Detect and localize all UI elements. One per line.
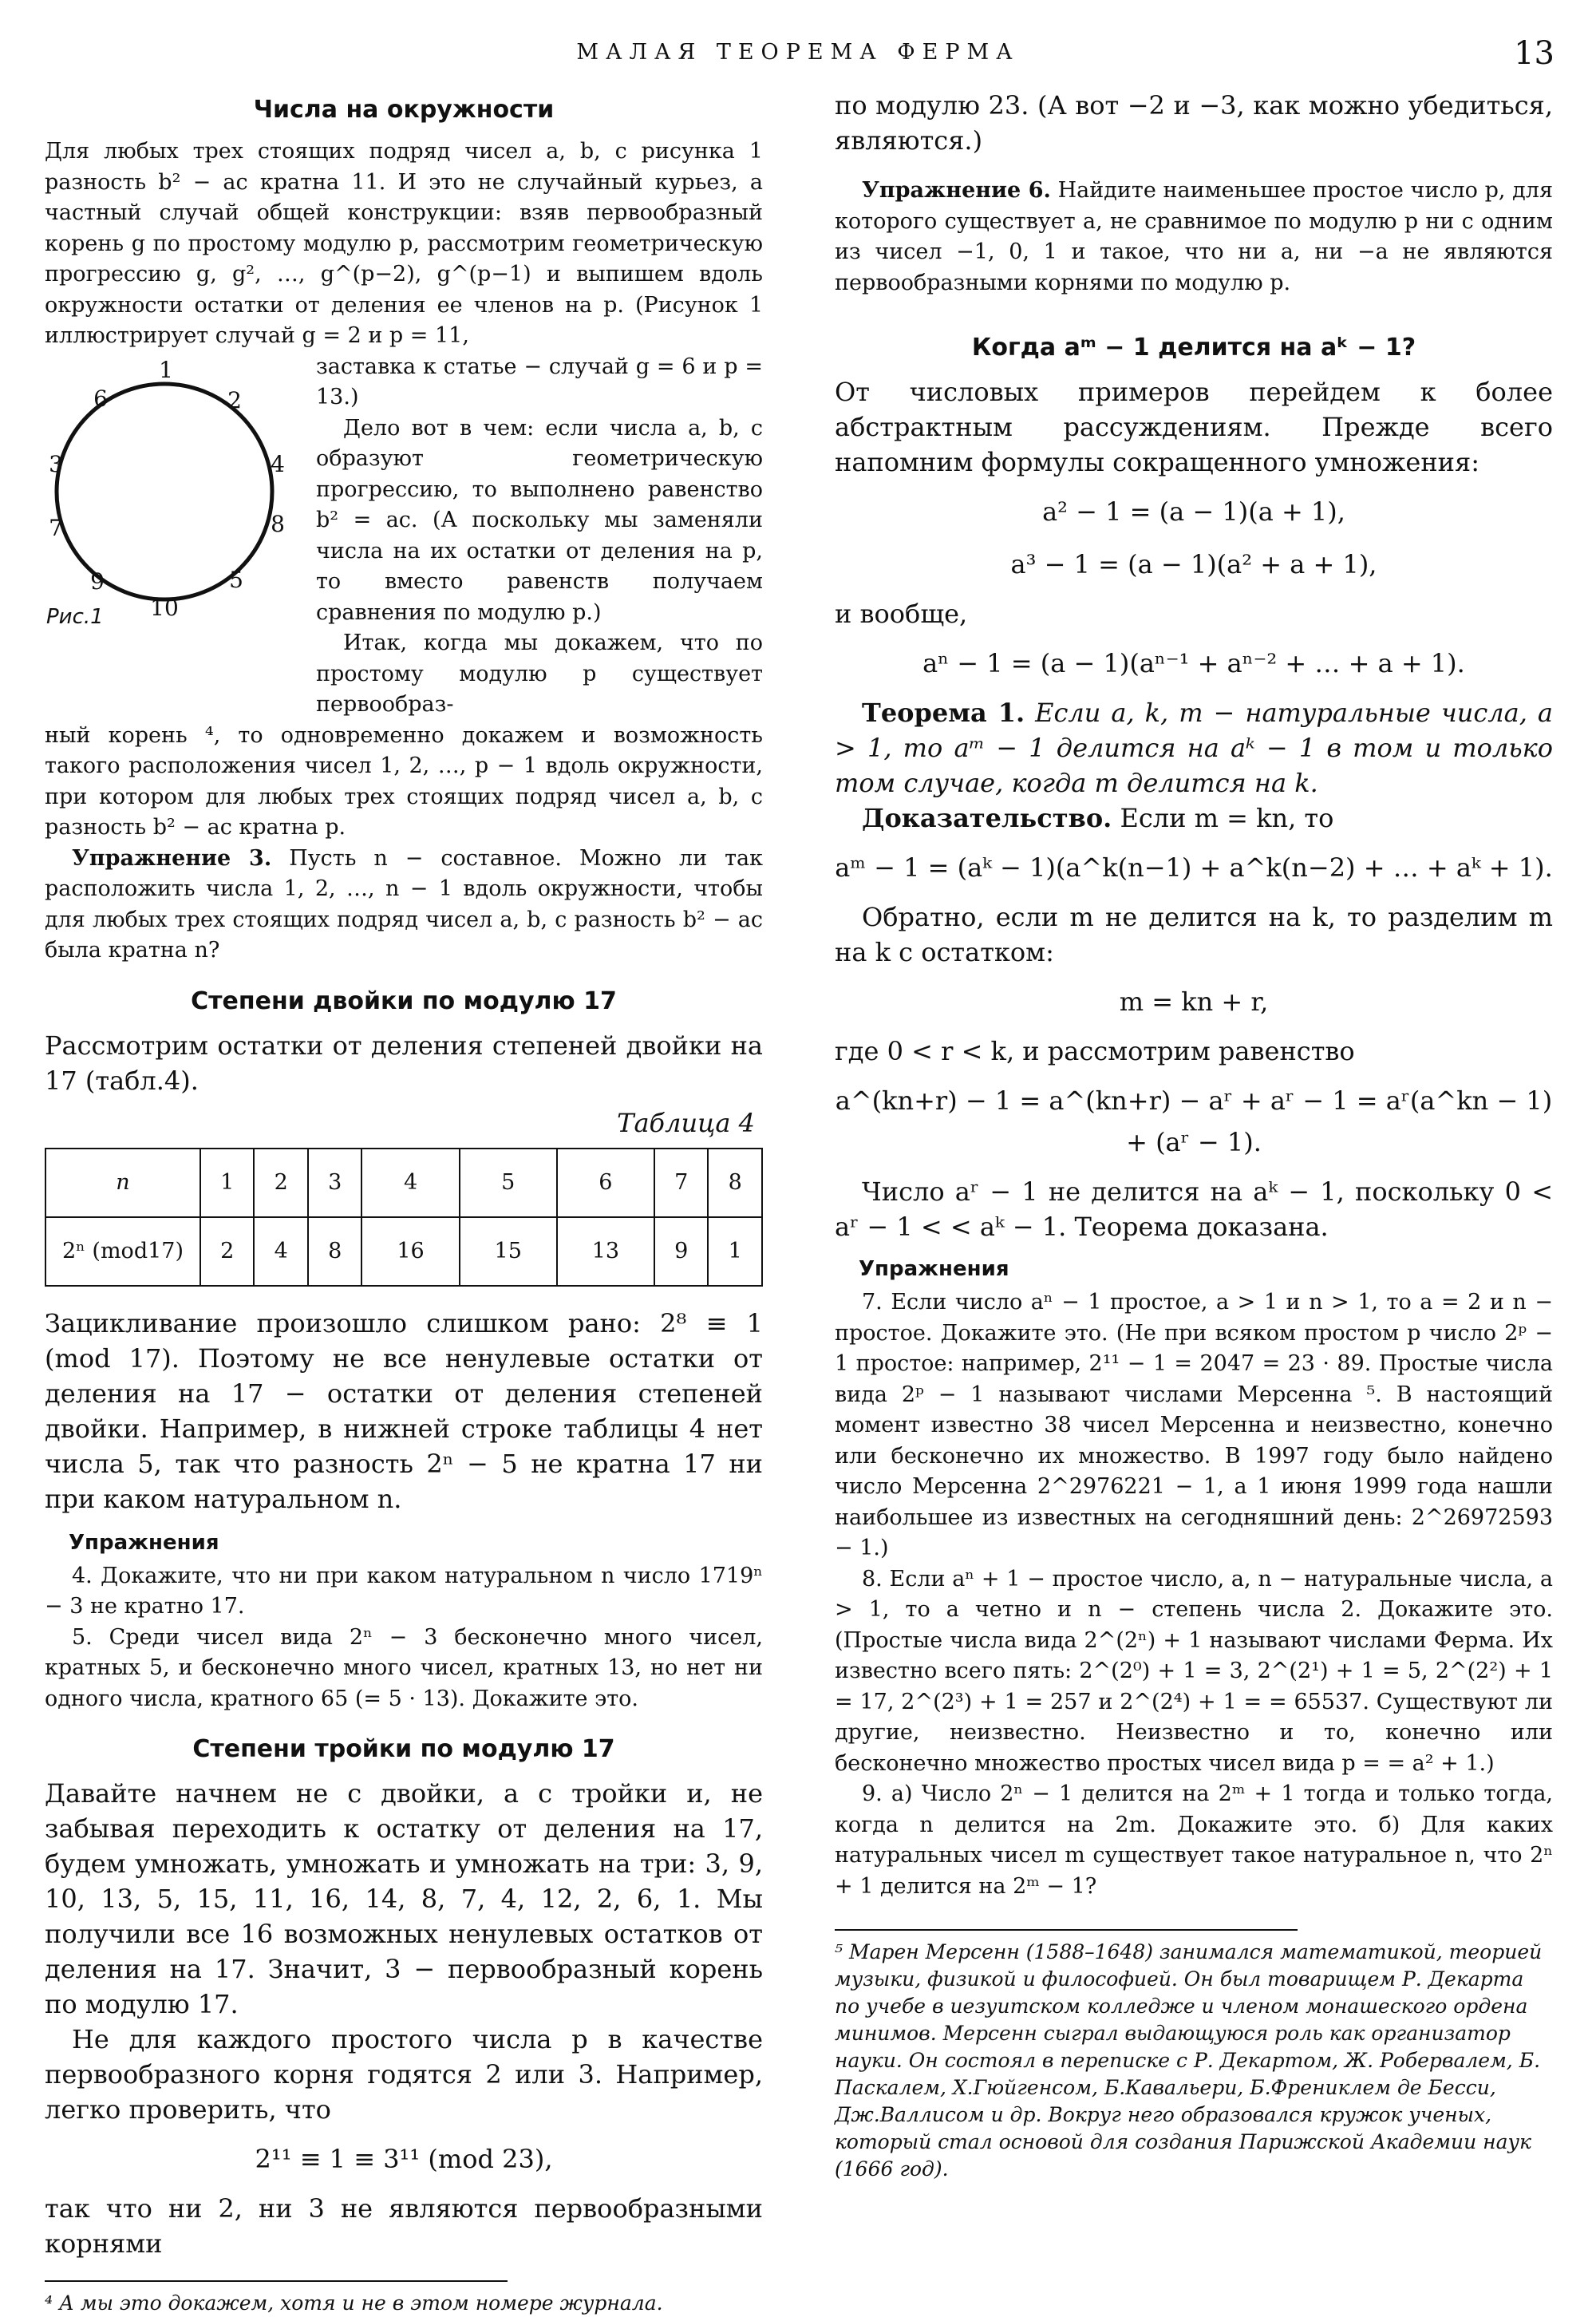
paragraph: где 0 < r < k, и рассмотрим равенство	[835, 1036, 1355, 1066]
table-cell: 13	[557, 1217, 654, 1286]
paragraph: Итак, когда мы докажем, что по простому модулю p существует первообраз-	[316, 631, 763, 717]
paragraph: так что ни 2, ни 3 не являются первообразными корнями	[45, 2193, 763, 2259]
formula: a³ − 1 = (a − 1)(a² + a + 1),	[1010, 549, 1377, 579]
running-title: МАЛАЯ ТЕОРЕМА ФЕРМА	[576, 40, 1020, 65]
proof-label: Доказательство.	[862, 803, 1112, 833]
exercise-9: 9. а) Число 2ⁿ − 1 делится на 2ᵐ + 1 тогда и только тогда, когда n делится на 2m. Докажите это. б) Для каких натуральных чисел m существует такое натуральное n, что 2ⁿ + 1 делится на 2ᵐ − 1?	[835, 1781, 1553, 1899]
formula: aⁿ − 1 = (a − 1)(aⁿ⁻¹ + aⁿ⁻² + … + a + 1).	[922, 648, 1465, 678]
paragraph: Не для каждого простого числа p в качестве первообразного корня годятся 2 или 3. Например, легко проверить, что	[45, 2024, 763, 2125]
paragraph: Дело вот в чем: если числа a, b, c образуют геометрическую прогрессию, то выполнено равенство b² = ac. (А поскольку мы заменяли числа на их остатки от деления на p, то вместо равенств получаем сравнения по модулю p.)	[316, 415, 763, 625]
table-cell: 1	[200, 1149, 254, 1217]
table-row	[45, 1149, 762, 1217]
paragraph: заставка к статье − случай g = 6 и p = 13.)	[316, 354, 763, 409]
paragraph: Давайте начнем не с двойки, а с тройки и, не забывая переходить к остатку от деления на 17, будем умножать, умножать и умножать на три: 3, 9, 10, 13, 5, 15, 11, 16, 14, 8, 7, 4, 12, 2, 6, 1. Мы получили все 16 возможных ненулевых остатков от деления на 17. Значит, 3 − первообразный корень по модулю 17.	[45, 1778, 763, 2019]
paragraph: Число aʳ − 1 не делится на aᵏ − 1, поскольку 0 < aʳ − 1 < < aᵏ − 1. Теорема доказана.	[835, 1176, 1553, 1242]
table-cell: 8	[708, 1149, 762, 1217]
exercise-3	[45, 844, 763, 967]
table-cell: 2	[200, 1217, 254, 1286]
table-cell: n	[45, 1149, 200, 1217]
circle-number: 8	[271, 510, 285, 537]
formula: a^(kn+r) − 1 = a^(kn+r) − aʳ + aʳ − 1 = aʳ(a^kn − 1) + (aʳ − 1).	[835, 1085, 1553, 1157]
table-cell: 2ⁿ (mod17)	[45, 1217, 200, 1286]
exercise-6	[835, 176, 1553, 299]
circle-number: 4	[271, 450, 285, 477]
table-caption: Таблица 4	[617, 1107, 755, 1138]
circle-figure	[45, 352, 316, 627]
paragraph: От числовых примеров перейдем к более абстрактным рассуждениям. Прежде всего напомним формулы сокращенного умножения:	[835, 377, 1553, 477]
circle-number: 9	[90, 567, 105, 595]
table-cell: 4	[361, 1149, 459, 1217]
theorem-text: Если a, k, m − натуральные числа, a > 1, то aᵐ − 1 делится на aᵏ − 1 в том и только том случае, когда m делится на k.	[835, 698, 1554, 798]
paragraph: и вообще,	[835, 599, 968, 629]
table-cell: 5	[460, 1149, 557, 1217]
circle-number: 6	[93, 385, 108, 412]
paragraph: Зацикливание произошло слишком рано: 2⁸ ≡ 1 (mod 17). Поэтому не все ненулевые остатки от деления на 17 − остатки от деления степеней двойки. Например, в нижней строке таблицы 4 нет числа 5, так что разность 2ⁿ − 5 не кратна 17 ни при каком натуральном n.	[45, 1307, 763, 1514]
formula: aᵐ − 1 = (aᵏ − 1)(a^k(n−1) + a^k(n−2) + … + aᵏ + 1).	[835, 852, 1553, 883]
circle-number: 2	[227, 386, 242, 413]
circle-number: 10	[150, 594, 179, 621]
exercise-7: 7. Если число aⁿ − 1 простое, a > 1 и n > 1, то a = 2 и n − простое. Докажите это. (Не при всяком простом p число 2ᵖ − 1 простое: например, 2¹¹ − 1 = 2047 = 23 · 89. Простые числа вида 2ᵖ − 1 называют числами Мерсенна ⁵. В настоящий момент известно 38 чисел Мерсенна и неизвестно, конечно или бесконечно их множество. В 1997 году было найдено число Мерсенна 2^2976221 − 1, а 1 июня 1999 года нашли наибольшее из известных на сегодняшний день: 2^26972593 − 1.)	[835, 1290, 1553, 1560]
proof-text: Если m = kn, то	[1112, 803, 1334, 833]
proof	[835, 801, 1553, 836]
exercises-heading: Упражнения	[859, 1257, 1009, 1281]
table-cell: 8	[308, 1217, 361, 1286]
paragraph: Рассмотрим остатки от деления степеней двойки на 17 (табл.4).	[45, 1030, 763, 1096]
table-cell: 15	[460, 1217, 557, 1286]
figure-side-text	[316, 352, 763, 721]
footnote-4: ⁴ А мы это докажем, хотя и не в этом номере журнала.	[45, 2291, 663, 2315]
section-title-circle: Числа на окружности	[253, 96, 555, 124]
figure-1	[45, 352, 316, 721]
paragraph: Для любых трех стоящих подряд чисел a, b, c рисунка 1 разность b² − ac кратна 11. И это не случайный курьез, а частный случай общей конструкции: взяв первообразный корень g по простому модулю p, рассмотрим геометрическую прогрессию g, g², …, g^(p−2), g^(p−1) и выпишем вдоль окружности остатки от деления ее членов на p. (Рисунок 1 иллюстрирует случай g = 2 и p = 11,	[45, 139, 763, 348]
page-number: 13	[1514, 35, 1555, 72]
right-column	[835, 88, 1553, 2183]
table-cell: 2	[254, 1149, 307, 1217]
section-title-divisibility: Когда aᵐ − 1 делится на aᵏ − 1?	[971, 334, 1416, 362]
table-cell: 6	[557, 1149, 654, 1217]
paragraph: по модулю 23. (А вот −2 и −3, как можно убедиться, являются.)	[835, 90, 1553, 156]
section-title-powers-of-two: Степени двойки по модулю 17	[191, 987, 617, 1015]
figure-caption: Рис.1	[46, 604, 104, 627]
circle-number: 1	[159, 356, 173, 383]
footnote-rule	[835, 1929, 1298, 1931]
table-cell: 7	[654, 1149, 708, 1217]
table-row	[45, 1217, 762, 1286]
section-title-powers-of-three: Степени тройки по модулю 17	[192, 1735, 615, 1763]
table-cell: 9	[654, 1217, 708, 1286]
table-cell: 1	[708, 1217, 762, 1286]
circle-number: 3	[49, 450, 63, 477]
exercise-8: 8. Если aⁿ + 1 − простое число, a, n − натуральные числа, a > 1, то a четно и n − степень числа 2. Докажите это. (Простые числа вида 2^(2ⁿ) + 1 называют числами Ферма. Их известно всего пять: 2^(2⁰) + 1 = 3, 2^(2¹) + 1 = 5, 2^(2²) + 1 = 17, 2^(2³) + 1 = 257 и 2^(2⁴) + 1 = = 65537. Существуют ли другие, неизвестно. Неизвестно и то, конечно или бесконечно множество простых чисел вида p = = a² + 1.)	[835, 1566, 1553, 1776]
exercise-4: 4. Докажите, что ни при каком натуральном n число 1719ⁿ − 3 не кратно 17.	[45, 1563, 763, 1619]
exercises-heading: Упражнения	[69, 1530, 219, 1555]
footnote-rule	[45, 2280, 508, 2282]
table-cell: 16	[361, 1217, 459, 1286]
formula: 2¹¹ ≡ 1 ≡ 3¹¹ (mod 23),	[255, 2144, 553, 2174]
exercise-5: 5. Среди чисел вида 2ⁿ − 3 бесконечно много чисел, кратных 5, и бесконечно много чисел, кратных 13, но нет ни одного числа, кратного 65 (= 5 · 13). Докажите это.	[45, 1624, 763, 1711]
paragraph: Обратно, если m не делится на k, то разделим m на k с остатком:	[835, 902, 1553, 967]
exercise-label: Упражнение 6.	[862, 178, 1051, 203]
paragraph: ный корень ⁴, то одновременно докажем и возможность такого расположения чисел 1, 2, …, p − 1 вдоль окружности, при котором для любых трех стоящих подряд чисел a, b, c разность b² − ac кратна p.	[45, 722, 763, 840]
formula: m = kn + r,	[1119, 987, 1269, 1017]
circle-number: 5	[229, 566, 243, 593]
formula: a² − 1 = (a − 1)(a + 1),	[1042, 496, 1345, 527]
table-cell: 4	[254, 1217, 307, 1286]
footnote-5: ⁵ Марен Мерсенн (1588–1648) занимался математикой, теорией музыки, физикой и философией. Он был товарищем Р. Декарта по учебе в иезуитском колледже и членом монашеского ордена минимов. Мерсенн сыграл выдающуюся роль как организатор науки. Он состоял в переписке с Р. Декартом, Ж. Робервалем, Б. Паскалем, Х.Гюйгенсом, Б.Кавальери, Б.Френиклем де Бесси, Дж.Валлисом и др. Вокруг него образовался кружок ученых, который стал основой для создания Парижской Академии наук (1666 год).	[835, 1940, 1543, 2181]
circle-number: 7	[49, 514, 63, 541]
exercise-label: Упражнение 3.	[72, 845, 272, 871]
theorem-1	[835, 695, 1553, 801]
table-4	[45, 1148, 763, 1287]
exercise-text: Найдите наименьшее простое число p, для которого существует a, не сравнимое по модулю p ни с одним из чисел −1, 0, 1 и такое, что ни a, ни −a не являются первообразными корнями по модулю p.	[835, 178, 1553, 295]
exercise-text: Пусть n − составное. Можно ли так расположить числа 1, 2, …, n − 1 вдоль окружности, чтобы для любых трех стоящих подряд чисел a, b, c разность b² − ac была кратна n?	[45, 845, 763, 963]
figure-block	[45, 352, 763, 721]
table-cell: 3	[308, 1149, 361, 1217]
theorem-label: Теорема 1.	[862, 698, 1025, 728]
left-column	[45, 88, 763, 2317]
